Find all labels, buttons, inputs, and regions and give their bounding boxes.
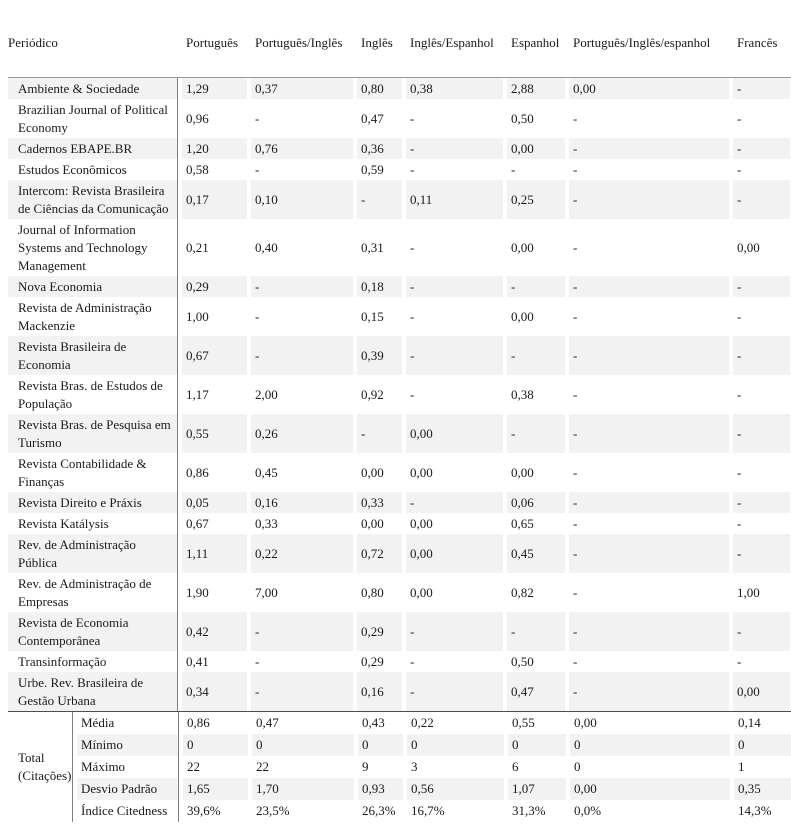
value-cell: 0,40 [255, 239, 278, 255]
value-cell: - [410, 110, 415, 126]
column-header: Português [186, 35, 238, 50]
value-cell: - [569, 492, 729, 513]
value-cell: 0,82 [511, 584, 534, 600]
table-row [8, 453, 791, 492]
value-cell: - [410, 653, 415, 669]
value-cell: - [733, 336, 790, 375]
table-footer [8, 711, 791, 822]
value-cell: 1 [738, 759, 745, 774]
value-cell: 0,76 [251, 138, 353, 159]
journal-name: Ambiente & Sociedade [8, 78, 178, 99]
column-header: Português/Inglês [255, 35, 343, 50]
value-cell: 0,00 [410, 464, 433, 480]
value-cell: - [733, 78, 790, 99]
value-cell: 0,22 [251, 534, 353, 573]
value-cell: 0,55 [182, 414, 247, 453]
value-cell: 1,90 [186, 584, 209, 600]
value-cell: 0,00 [511, 308, 534, 324]
value-cell: - [569, 534, 729, 573]
journal-name: Revista Katálysis [8, 513, 178, 534]
value-cell: - [406, 336, 503, 375]
value-cell: 22 [187, 759, 200, 774]
value-cell: - [511, 161, 516, 177]
value-cell: 0,43 [362, 715, 385, 730]
footer-row [8, 712, 791, 734]
value-cell: - [733, 180, 790, 219]
value-cell: 0,29 [357, 612, 402, 651]
value-cell: - [507, 336, 565, 375]
value-cell: 0,29 [182, 276, 247, 297]
value-cell: 0,00 [574, 715, 597, 730]
value-cell: - [569, 138, 729, 159]
table-row [8, 573, 791, 612]
stat-label: Média [77, 712, 179, 734]
value-cell: - [573, 239, 578, 255]
value-cell: 0,47 [361, 110, 384, 126]
journal-name: Transinformação [8, 651, 178, 672]
footer-row [8, 756, 791, 778]
value-cell: 1,07 [508, 778, 566, 800]
value-cell: 0,34 [182, 672, 247, 711]
value-cell: 1,29 [182, 78, 247, 99]
value-cell: - [410, 308, 415, 324]
stat-label: Mínimo [77, 734, 179, 756]
value-cell: 0,29 [361, 653, 384, 669]
value-cell: 0,38 [406, 78, 503, 99]
value-cell: 0 [570, 734, 730, 756]
value-cell: - [573, 386, 578, 402]
value-cell: 0 [574, 759, 581, 774]
value-cell: 1,20 [182, 138, 247, 159]
value-cell: - [733, 414, 790, 453]
value-cell: 0,93 [358, 778, 403, 800]
header-row [8, 0, 791, 77]
value-cell: 0,16 [357, 672, 402, 711]
value-cell: 1,17 [186, 386, 209, 402]
value-cell: 0,21 [186, 239, 209, 255]
value-cell: - [357, 180, 402, 219]
value-cell: 26,3% [362, 803, 396, 818]
value-cell: 0,00 [410, 515, 433, 531]
value-cell: 0,38 [511, 386, 534, 402]
table-row [8, 612, 791, 651]
table-row [8, 180, 791, 219]
value-cell: - [737, 161, 742, 177]
journal-name: Revista Direito e Práxis [8, 492, 178, 513]
value-cell: - [569, 336, 729, 375]
value-cell: 0,15 [361, 308, 384, 324]
journal-name: Urbe. Rev. Brasileira de Gestão Urbana [8, 672, 178, 711]
value-cell: 0,17 [182, 180, 247, 219]
value-cell: 2,00 [255, 386, 278, 402]
value-cell: - [406, 672, 503, 711]
journal-name: Revista Brasileira de Economia [8, 336, 178, 375]
value-cell: 2,88 [507, 78, 565, 99]
value-cell: 0,00 [570, 778, 730, 800]
value-cell: 0,67 [182, 336, 247, 375]
value-cell: - [733, 492, 790, 513]
value-cell: - [251, 672, 353, 711]
value-cell: 0,80 [361, 584, 384, 600]
journal-name: Revista Contabilidade & Finanças [8, 453, 178, 492]
table-row [8, 414, 791, 453]
value-cell: 0,10 [251, 180, 353, 219]
value-cell: 0,47 [256, 715, 279, 730]
journal-name: Estudos Econômicos [8, 159, 178, 180]
journal-name: Revista de Economia Contemporânea [8, 612, 178, 651]
table-row [8, 651, 791, 672]
value-cell: 0,50 [511, 653, 534, 669]
value-cell: - [410, 386, 415, 402]
value-cell: - [410, 161, 415, 177]
stat-label: Máximo [77, 756, 179, 778]
value-cell: 0,59 [361, 161, 384, 177]
value-cell: 0,00 [361, 464, 384, 480]
value-cell: 0,0% [574, 803, 602, 818]
value-cell: 0,00 [406, 414, 503, 453]
value-cell: 0,45 [507, 534, 565, 573]
value-cell: 0 [407, 734, 504, 756]
column-header: Francês [737, 35, 778, 50]
value-cell: 0,00 [406, 534, 503, 573]
value-cell: - [251, 612, 353, 651]
table-row [8, 672, 791, 711]
value-cell: 0,22 [411, 715, 434, 730]
value-cell: 0,45 [255, 464, 278, 480]
table-row [8, 219, 791, 276]
value-cell: - [251, 276, 353, 297]
value-cell: 1,00 [186, 308, 209, 324]
stat-label: Desvio Padrão [77, 778, 179, 800]
value-cell: 0,86 [186, 464, 209, 480]
value-cell: 0,18 [357, 276, 402, 297]
value-cell: 0,39 [357, 336, 402, 375]
table-row [8, 78, 791, 99]
value-cell: 16,7% [411, 803, 445, 818]
value-cell: 0,00 [569, 78, 729, 99]
table-row [8, 138, 791, 159]
value-cell: - [573, 653, 578, 669]
table-row [8, 534, 791, 573]
value-cell: 0,05 [182, 492, 247, 513]
value-cell: 3 [411, 759, 418, 774]
value-cell: - [573, 584, 578, 600]
value-cell: - [507, 612, 565, 651]
value-cell: 0,26 [251, 414, 353, 453]
value-cell: - [737, 464, 742, 480]
value-cell: 0,33 [357, 492, 402, 513]
footer-row [8, 778, 791, 800]
value-cell: 0,37 [251, 78, 353, 99]
value-cell: - [733, 138, 790, 159]
value-cell: - [737, 308, 742, 324]
value-cell: 0,80 [357, 78, 402, 99]
value-cell: - [251, 336, 353, 375]
value-cell: - [569, 672, 729, 711]
journal-name: Rev. de Administração Pública [8, 534, 178, 573]
value-cell: 0,47 [507, 672, 565, 711]
value-cell: 0,06 [507, 492, 565, 513]
value-cell: - [733, 534, 790, 573]
table-row [8, 99, 791, 138]
value-cell: 0,86 [187, 715, 210, 730]
value-cell: 0,14 [738, 715, 761, 730]
value-cell: - [507, 276, 565, 297]
value-cell: - [406, 492, 503, 513]
value-cell: 0 [358, 734, 403, 756]
journal-name: Revista de Administração Mackenzie [8, 297, 178, 336]
value-cell: 0,50 [511, 110, 534, 126]
total-citations-group-label: Total (Citações) [18, 750, 72, 783]
value-cell: - [406, 138, 503, 159]
value-cell: 0 [183, 734, 248, 756]
value-cell: 22 [256, 759, 269, 774]
value-cell: - [507, 414, 565, 453]
column-header: Inglês/Espanhol [410, 35, 494, 50]
footer-row [8, 734, 791, 756]
value-cell: 0,36 [357, 138, 402, 159]
value-cell: 0,00 [737, 239, 760, 255]
value-cell: 23,5% [256, 803, 290, 818]
journal-name: Nova Economia [8, 276, 178, 297]
value-cell: 0 [252, 734, 354, 756]
value-cell: 0 [508, 734, 566, 756]
value-cell: 0,72 [357, 534, 402, 573]
value-cell: - [573, 110, 578, 126]
footer-row [8, 800, 791, 822]
value-cell: - [569, 180, 729, 219]
value-cell: 0,00 [410, 584, 433, 600]
column-header: Espanhol [511, 35, 560, 50]
value-cell: 0,56 [407, 778, 504, 800]
value-cell: 7,00 [255, 584, 278, 600]
value-cell: - [255, 308, 260, 324]
value-cell: 31,3% [512, 803, 546, 818]
table-row [8, 336, 791, 375]
value-cell: - [255, 161, 260, 177]
value-cell: 0,65 [511, 515, 534, 531]
value-cell: 0,00 [511, 464, 534, 480]
value-cell: - [573, 161, 578, 177]
value-cell: 0,00 [361, 515, 384, 531]
stat-label: Índice Citedness [77, 800, 179, 822]
journal-name: Intercom: Revista Brasileira de Ciências da Comunicação [8, 180, 178, 219]
column-header: Inglês [361, 35, 393, 50]
table-row [8, 492, 791, 513]
journal-name: Revista Bras. de Estudos de População [8, 375, 178, 414]
value-cell: 1,70 [252, 778, 354, 800]
value-cell: 0,31 [361, 239, 384, 255]
value-cell: 0,41 [186, 653, 209, 669]
value-cell: 0,35 [734, 778, 791, 800]
value-cell: 0,42 [182, 612, 247, 651]
value-cell: - [569, 276, 729, 297]
value-cell: - [255, 110, 260, 126]
value-cell: - [733, 276, 790, 297]
value-cell: - [573, 308, 578, 324]
value-cell: - [255, 653, 260, 669]
value-cell: - [569, 414, 729, 453]
value-cell: 1,00 [737, 584, 760, 600]
value-cell: 0,33 [255, 515, 278, 531]
value-cell: 6 [512, 759, 519, 774]
value-cell: - [573, 515, 578, 531]
value-cell: 1,11 [182, 534, 247, 573]
value-cell: 0,55 [512, 715, 535, 730]
journal-name: Cadernos EBAPE.BR [8, 138, 178, 159]
value-cell: 0,00 [507, 138, 565, 159]
table-row [8, 159, 791, 180]
value-cell: - [357, 414, 402, 453]
table-row [8, 297, 791, 336]
journal-name: Brazilian Journal of Political Economy [8, 99, 178, 138]
value-cell: 0,00 [733, 672, 790, 711]
value-cell: - [733, 612, 790, 651]
value-cell: 0,25 [507, 180, 565, 219]
value-cell: 9 [362, 759, 369, 774]
value-cell: - [737, 515, 742, 531]
value-cell: - [573, 464, 578, 480]
table-body [8, 77, 791, 711]
value-cell: 14,3% [738, 803, 772, 818]
value-cell: 0,92 [361, 386, 384, 402]
value-cell: 0,67 [186, 515, 209, 531]
table-row [8, 375, 791, 414]
column-header: Português/Inglês/espanhol [573, 35, 711, 50]
value-cell: 0,16 [251, 492, 353, 513]
value-cell: 0,00 [511, 239, 534, 255]
value-cell: - [569, 612, 729, 651]
value-cell: 0,96 [186, 110, 209, 126]
value-cell: - [737, 110, 742, 126]
value-cell: 0,58 [186, 161, 209, 177]
value-cell: 39,6% [187, 803, 221, 818]
table-row [8, 513, 791, 534]
value-cell: - [406, 276, 503, 297]
value-cell: 0 [734, 734, 791, 756]
table-row [8, 276, 791, 297]
value-cell: - [737, 653, 742, 669]
value-cell: 1,65 [183, 778, 248, 800]
value-cell: - [737, 386, 742, 402]
value-cell: - [406, 612, 503, 651]
column-header: Periódico [8, 35, 58, 50]
value-cell: 0,11 [406, 180, 503, 219]
journal-name: Revista Bras. de Pesquisa em Turismo [8, 414, 178, 453]
value-cell: - [410, 239, 415, 255]
journal-name: Rev. de Administração de Empresas [8, 573, 178, 612]
journal-name: Journal of Information Systems and Technology Management [8, 219, 178, 276]
